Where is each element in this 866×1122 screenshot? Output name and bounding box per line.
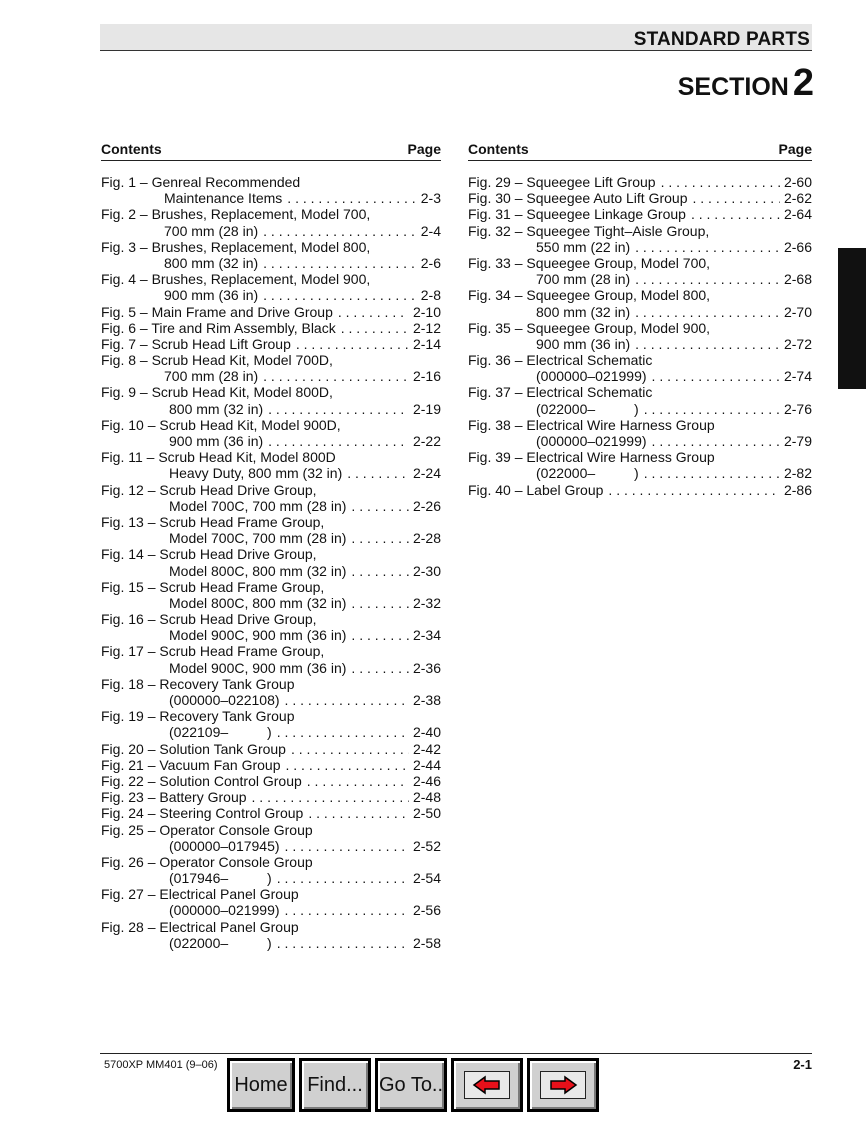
contents-entry[interactable]: [101, 919, 441, 951]
dot-leader: [272, 724, 413, 740]
entry-page-number: 2-82: [783, 465, 812, 482]
entry-title: Fig. 19 – Recovery Tank Group: [101, 708, 295, 725]
entry-title: Fig. 9 – Scrub Head Kit, Model 800D,: [101, 384, 333, 401]
entry-subtitle: (022109– ): [169, 724, 272, 741]
contents-header: [468, 141, 812, 161]
entry-subtitle: 700 mm (28 in): [536, 271, 631, 288]
dot-leader: [342, 465, 413, 481]
entry-subtitle: 800 mm (32 in): [164, 254, 259, 271]
goto-button[interactable]: Go To..: [375, 1058, 447, 1112]
entry-page-number: 2-14: [412, 335, 441, 352]
dot-leader: [346, 627, 413, 643]
dot-leader: [302, 773, 413, 789]
entry-page-number: 2-30: [412, 562, 441, 579]
entry-page-number: 2-60: [783, 174, 812, 190]
entry-subtitle: 900 mm (36 in): [536, 335, 631, 352]
entry-title: Fig. 23 – Battery Group: [101, 789, 247, 806]
entry-subtitle: (000000–022108): [169, 692, 280, 708]
dot-leader: [639, 465, 784, 481]
entry-subtitle: 550 mm (22 in): [536, 238, 631, 255]
contents-list-left: [101, 174, 441, 951]
dot-leader: [286, 741, 413, 757]
entry-page-number: 2-44: [412, 756, 441, 773]
entry-subtitle: Model 800C, 800 mm (32 in): [169, 562, 347, 579]
dot-leader: [686, 206, 784, 222]
left-arrow-icon: [464, 1071, 510, 1099]
entry-page-number: 2-50: [412, 805, 441, 822]
entry-page-number: 2-74: [783, 368, 812, 385]
contents-entry[interactable]: [101, 854, 441, 886]
dot-leader: [291, 336, 413, 352]
section-title: [678, 62, 814, 105]
dot-leader: [272, 935, 413, 951]
entry-title: Fig. 16 – Scrub Head Drive Group,: [101, 611, 317, 628]
contents-entry[interactable]: [101, 757, 441, 773]
contents-entry[interactable]: [101, 482, 441, 514]
entry-subtitle: (000000–021999): [536, 433, 647, 449]
navigation-bar: [227, 1058, 599, 1112]
entry-title: Fig. 38 – Electrical Wire Harness Group: [468, 416, 715, 433]
section-thumb-tab: [838, 248, 866, 389]
forward-button[interactable]: [527, 1058, 599, 1112]
contents-entry[interactable]: [101, 773, 441, 789]
entry-page-number: 2-72: [783, 335, 812, 352]
entry-subtitle: (000000–021999): [169, 902, 280, 919]
entry-subtitle: 700 mm (28 in): [164, 222, 259, 239]
entry-subtitle: Model 900C, 900 mm (36 in): [169, 659, 347, 676]
dot-leader: [630, 336, 784, 352]
entry-title: Fig. 27 – Electrical Panel Group: [101, 886, 299, 903]
dot-leader: [346, 660, 413, 676]
contents-entry[interactable]: [101, 174, 441, 206]
page-label: Page: [407, 141, 441, 157]
section-word: SECTION: [677, 73, 789, 101]
contents-entry[interactable]: [101, 336, 441, 352]
entry-subtitle: (000000–021999): [536, 368, 647, 385]
entry-title: Fig. 12 – Scrub Head Drive Group,: [101, 481, 317, 498]
entry-title: Fig. 10 – Scrub Head Kit, Model 900D,: [101, 416, 341, 433]
entry-page-number: 2-34: [412, 627, 441, 644]
entry-subtitle: Model 700C, 700 mm (28 in): [169, 497, 347, 514]
dot-leader: [656, 174, 784, 190]
entry-title: Fig. 30 – Squeegee Auto Lift Group: [468, 190, 688, 207]
entry-page-number: 2-32: [412, 594, 441, 611]
contents-entry[interactable]: [101, 676, 441, 708]
entry-subtitle: Model 700C, 700 mm (28 in): [169, 530, 347, 547]
entry-title: Fig. 36 – Electrical Schematic: [468, 352, 653, 369]
contents-entry[interactable]: [101, 822, 441, 854]
entry-title: Fig. 37 – Electrical Schematic: [468, 384, 653, 401]
dot-leader: [630, 304, 784, 320]
entry-title: Fig. 6 – Tire and Rim Assembly, Black: [101, 319, 336, 336]
contents-entry[interactable]: [468, 384, 812, 416]
entry-page-number: 2-40: [412, 724, 441, 741]
dot-leader: [336, 320, 413, 336]
entry-page-number: 2-46: [412, 772, 441, 789]
entry-title: Fig. 25 – Operator Console Group: [101, 821, 313, 838]
entry-page-number: 2-28: [412, 530, 441, 547]
entry-page-number: 2-48: [412, 789, 441, 806]
contents-entry[interactable]: [468, 352, 812, 384]
entry-title: Fig. 3 – Brushes, Replacement, Model 800,: [101, 238, 371, 255]
contents-entry[interactable]: [468, 206, 812, 222]
entry-title: Fig. 26 – Operator Console Group: [101, 853, 313, 870]
dot-leader: [263, 433, 413, 449]
entry-title: Fig. 31 – Squeegee Linkage Group: [468, 206, 686, 223]
dot-leader: [688, 190, 784, 206]
entry-title: Fig. 13 – Scrub Head Frame Group,: [101, 513, 325, 530]
entry-title: Fig. 14 – Scrub Head Drive Group,: [101, 546, 317, 563]
entry-title: Fig. 17 – Scrub Head Frame Group,: [101, 643, 325, 660]
entry-subtitle: (022000– ): [536, 465, 639, 482]
entry-page-number: 2-64: [783, 206, 812, 223]
entry-title: Fig. 32 – Squeegee Tight–Aisle Group,: [468, 222, 710, 239]
contents-entry[interactable]: [101, 384, 441, 416]
contents-entry[interactable]: [101, 206, 441, 238]
contents-entry[interactable]: [468, 287, 812, 319]
contents-entry[interactable]: [101, 708, 441, 740]
contents-label: Contents: [468, 141, 529, 157]
entry-title: Fig. 15 – Scrub Head Frame Group,: [101, 578, 325, 595]
page-label: Page: [778, 141, 812, 157]
entry-subtitle: (000000–017945): [169, 837, 280, 854]
contents-entry[interactable]: [468, 320, 812, 352]
dot-leader: [280, 902, 413, 918]
contents-label: Contents: [101, 141, 162, 157]
dot-leader: [639, 401, 784, 417]
entry-page-number: 2-42: [412, 740, 441, 757]
entry-title: Fig. 34 – Squeegee Group, Model 800,: [468, 287, 711, 304]
entry-title: Fig. 18 – Recovery Tank Group: [101, 675, 295, 692]
contents-column-left: [101, 141, 441, 951]
entry-title: Fig. 4 – Brushes, Replacement, Model 900,: [101, 271, 371, 288]
contents-entry[interactable]: [101, 789, 441, 805]
entry-page-number: 2-86: [783, 481, 812, 498]
contents-entry[interactable]: [468, 417, 812, 449]
entry-subtitle: 700 mm (28 in): [164, 368, 259, 385]
entry-title: Fig. 2 – Brushes, Replacement, Model 700,: [101, 206, 371, 223]
contents-entry[interactable]: [468, 482, 812, 498]
entry-subtitle: Heavy Duty, 800 mm (32 in): [169, 465, 343, 482]
contents-entry[interactable]: [101, 611, 441, 643]
entry-title: Fig. 39 – Electrical Wire Harness Group: [468, 449, 715, 466]
entry-page-number: 2-24: [412, 465, 441, 482]
back-button[interactable]: [451, 1058, 523, 1112]
entry-title: Fig. 5 – Main Frame and Drive Group: [101, 303, 333, 320]
contents-entry[interactable]: [468, 255, 812, 287]
contents-column-right: [468, 141, 812, 498]
entry-page-number: 2-62: [783, 190, 812, 207]
entry-title: Fig. 7 – Scrub Head Lift Group: [101, 335, 291, 352]
entry-subtitle: 800 mm (32 in): [169, 400, 264, 417]
entry-title: Fig. 11 – Scrub Head Kit, Model 800D: [101, 449, 336, 466]
entry-page-number: 2-8: [420, 287, 441, 304]
entry-page-number: 2-68: [783, 271, 812, 288]
dot-leader: [258, 287, 421, 303]
dot-leader: [303, 805, 413, 821]
entry-subtitle: (017946– ): [169, 870, 272, 887]
footer-page-number: 2-1: [793, 1057, 812, 1072]
contents-entry[interactable]: [101, 741, 441, 757]
entry-page-number: 2-52: [412, 837, 441, 854]
entry-title: Fig. 33 – Squeegee Group, Model 700,: [468, 254, 711, 271]
dot-leader: [647, 433, 784, 449]
entry-page-number: 2-26: [412, 497, 441, 514]
entry-subtitle: Maintenance Items: [164, 190, 283, 207]
contents-entry[interactable]: [101, 239, 441, 271]
entry-title: Fig. 22 – Solution Control Group: [101, 772, 302, 789]
contents-entry[interactable]: [101, 886, 441, 918]
dot-leader: [258, 255, 421, 271]
dot-leader: [247, 789, 413, 805]
entry-title: Fig. 24 – Steering Control Group: [101, 805, 304, 822]
entry-title: Fig. 28 – Electrical Panel Group: [101, 918, 299, 935]
entry-page-number: 2-36: [412, 659, 441, 676]
entry-title: Fig. 20 – Solution Tank Group: [101, 740, 286, 757]
entry-page-number: 2-3: [420, 190, 441, 207]
dot-leader: [272, 870, 413, 886]
section-number: 2: [792, 62, 814, 104]
contents-entry[interactable]: [468, 174, 812, 190]
contents-list-right: [468, 174, 812, 498]
dot-leader: [281, 757, 413, 773]
contents-entry[interactable]: [101, 514, 441, 546]
entry-subtitle: 800 mm (32 in): [536, 303, 631, 320]
entry-page-number: 2-12: [412, 319, 441, 336]
entry-page-number: 2-54: [412, 870, 441, 887]
dot-leader: [630, 271, 784, 287]
footer-doc-id: 5700XP MM401 (9–06): [104, 1059, 218, 1071]
dot-leader: [346, 498, 413, 514]
entry-page-number: 2-70: [783, 303, 812, 320]
contents-entry[interactable]: [468, 190, 812, 206]
entry-title: Fig. 1 – Genreal Recommended: [101, 174, 301, 190]
entry-page-number: 2-58: [412, 934, 441, 951]
right-arrow-icon: [540, 1071, 586, 1099]
page-header-title: STANDARD PARTS: [633, 29, 810, 50]
entry-page-number: 2-10: [412, 303, 441, 320]
find-button[interactable]: Find...: [299, 1058, 371, 1112]
contents-entry[interactable]: [101, 417, 441, 449]
dot-leader: [346, 563, 413, 579]
dot-leader: [258, 223, 421, 239]
entry-page-number: 2-76: [783, 400, 812, 417]
dot-leader: [346, 595, 413, 611]
dot-leader: [263, 401, 413, 417]
entry-page-number: 2-22: [412, 433, 441, 449]
entry-title: Fig. 8 – Scrub Head Kit, Model 700D,: [101, 352, 333, 369]
entry-page-number: 2-4: [420, 222, 441, 239]
contents-entry[interactable]: [101, 579, 441, 611]
contents-entry[interactable]: [101, 643, 441, 675]
entry-page-number: 2-16: [412, 368, 441, 385]
entry-subtitle: Model 800C, 800 mm (32 in): [169, 594, 347, 611]
entry-subtitle: 900 mm (36 in): [169, 433, 264, 449]
entry-page-number: 2-79: [783, 433, 812, 449]
contents-entry[interactable]: [101, 805, 441, 821]
entry-title: Fig. 29 – Squeegee Lift Group: [468, 174, 656, 190]
entry-subtitle: (022000– ): [169, 934, 272, 951]
entry-title: Fig. 35 – Squeegee Group, Model 900,: [468, 319, 711, 336]
entry-subtitle: 900 mm (36 in): [164, 287, 259, 304]
entry-title: Fig. 21 – Vacuum Fan Group: [101, 756, 281, 773]
contents-entry[interactable]: [101, 449, 441, 481]
entry-subtitle: Model 900C, 900 mm (36 in): [169, 627, 347, 644]
contents-entry[interactable]: [468, 223, 812, 255]
dot-leader: [280, 838, 413, 854]
contents-entry[interactable]: [101, 352, 441, 384]
dot-leader: [258, 368, 413, 384]
entry-page-number: 2-6: [420, 254, 441, 271]
dot-leader: [630, 239, 784, 255]
entry-title: Fig. 40 – Label Group: [468, 481, 604, 498]
contents-header: [101, 141, 441, 161]
entry-page-number: 2-19: [412, 400, 441, 417]
entry-subtitle: (022000– ): [536, 400, 639, 417]
dot-leader: [282, 190, 420, 206]
dot-leader: [333, 304, 413, 320]
entry-page-number: 2-66: [783, 238, 812, 255]
dot-leader: [280, 692, 413, 708]
home-button[interactable]: Home: [227, 1058, 295, 1112]
contents-entry[interactable]: [101, 546, 441, 578]
contents-entry[interactable]: [468, 449, 812, 481]
entry-page-number: 2-38: [412, 692, 441, 708]
entry-page-number: 2-56: [412, 902, 441, 919]
dot-leader: [346, 530, 413, 546]
footer-rule: [100, 1053, 812, 1054]
contents-entry[interactable]: [101, 304, 441, 320]
dot-leader: [603, 482, 784, 498]
contents-entry[interactable]: [101, 320, 441, 336]
dot-leader: [647, 368, 784, 384]
contents-entry[interactable]: [101, 271, 441, 303]
